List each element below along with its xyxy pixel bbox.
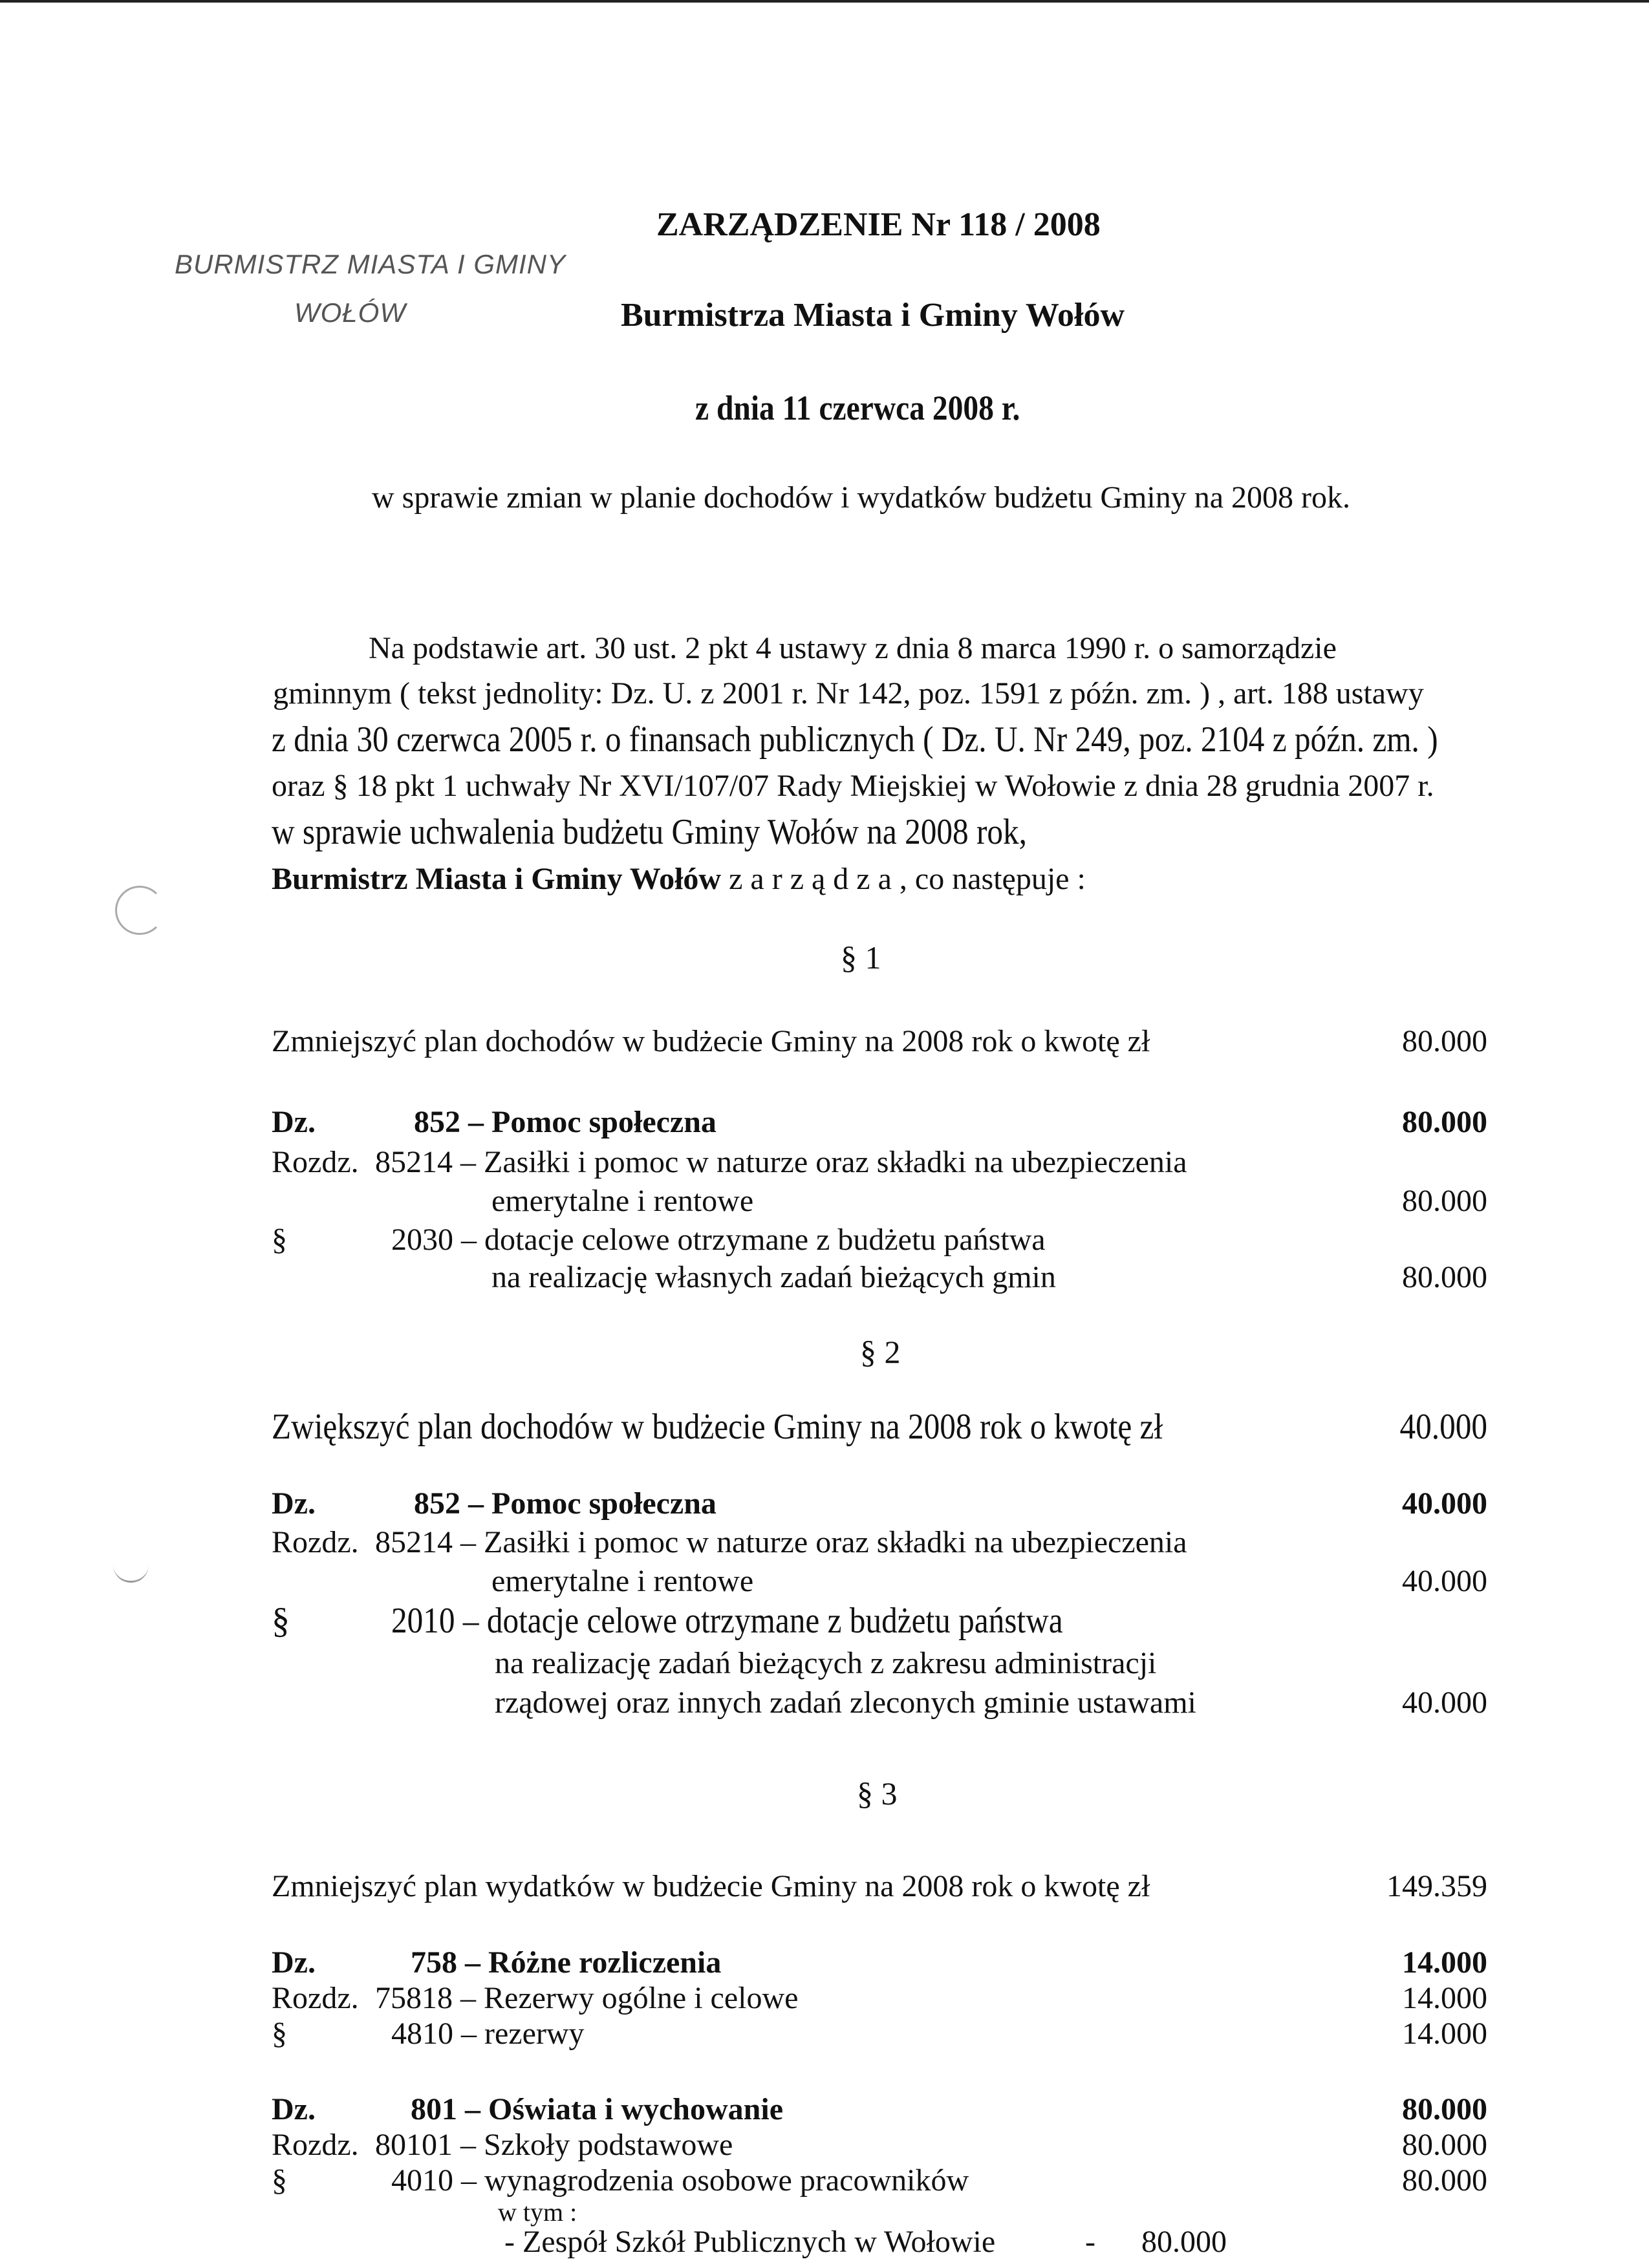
section-2-intro: Zwiększyć plan dochodów w budżecie Gminy na 2008 rok o kwotę zł bbox=[272, 1407, 1163, 1447]
scan-edge bbox=[0, 0, 1649, 3]
section-3-group-1-rozdz-amount: 14.000 bbox=[1402, 1981, 1487, 2015]
section-3-intro: Zmniejszyć plan wydatków w budżecie Gminy na 2008 rok o kwotę zł bbox=[272, 1869, 1150, 1903]
section-3-group-2-par-name: 4010 – wynagrodzenia osobowe pracowników bbox=[391, 2163, 969, 2198]
section-2-par-line-1: 2010 – dotacje celowe otrzymane z budżetu państwa bbox=[391, 1601, 1063, 1641]
section-3-group-2-dz-amount: 80.000 bbox=[1402, 2092, 1487, 2126]
section-3-group-1-rozdz-name: 75818 – Rezerwy ogólne i celowe bbox=[375, 1981, 799, 2015]
section-3-group-1-rozdz-label: Rozdz. bbox=[272, 1981, 359, 2015]
section-2-par-label: § bbox=[272, 1601, 290, 1641]
section-3-group-2-dz-label: Dz. bbox=[272, 2092, 316, 2126]
section-2-par-line-3: rządowej oraz innych zadań zleconych gminie ustawami bbox=[495, 1685, 1196, 1720]
section-2-mark: § 2 bbox=[860, 1334, 901, 1370]
section-3-group-2-rozdz-amount: 80.000 bbox=[1402, 2128, 1487, 2162]
issuer: Burmistrza Miasta i Gminy Wołów bbox=[621, 297, 1125, 334]
section-1-rozdz-label: Rozdz. bbox=[272, 1145, 359, 1179]
section-1-dz-label: Dz. bbox=[272, 1105, 316, 1139]
section-3-group-1-par-name: 4810 – rezerwy bbox=[391, 2017, 585, 2051]
section-1-par-line-1: 2030 – dotacje celowe otrzymane z budżetu państwa bbox=[391, 1223, 1046, 1257]
preamble-line-2: gminnym ( tekst jednolity: Dz. U. z 2001 r. Nr 142, poz. 1591 z późn. zm. ) , art. 188 ustawy bbox=[273, 676, 1424, 711]
section-3-mark: § 3 bbox=[857, 1775, 898, 1812]
section-3-group-1-par-amount: 14.000 bbox=[1402, 2017, 1487, 2051]
section-3-item-amount: 80.000 bbox=[1141, 2225, 1227, 2259]
section-1-dz-name: 852 – Pomoc społeczna bbox=[414, 1105, 717, 1139]
section-1-dz-amount: 80.000 bbox=[1402, 1105, 1487, 1139]
document-subject: w sprawie zmian w planie dochodów i wydatków budżetu Gminy na 2008 rok. bbox=[372, 480, 1351, 515]
section-2-dz-amount: 40.000 bbox=[1402, 1486, 1487, 1521]
section-3-in-which: w tym : bbox=[498, 2198, 577, 2227]
section-1-rozdz-amount: 80.000 bbox=[1402, 1184, 1487, 1218]
section-3-group-1-dz-label: Dz. bbox=[272, 1945, 316, 1980]
decree-subject: Burmistrz Miasta i Gminy Wołów bbox=[272, 862, 722, 896]
hole-punch-mark bbox=[115, 886, 164, 935]
section-3-group-1-par-label: § bbox=[272, 2017, 287, 2051]
preamble-line-5: w sprawie uchwalenia budżetu Gminy Wołów na 2008 rok, bbox=[272, 812, 1027, 852]
section-2-intro-amount: 40.000 bbox=[1399, 1407, 1487, 1447]
stamp-line-1: BURMISTRZ MIASTA I GMINY bbox=[175, 249, 566, 279]
section-3-group-2-rozdz-label: Rozdz. bbox=[272, 2128, 359, 2162]
section-3-intro-amount: 149.359 bbox=[1386, 1869, 1487, 1903]
section-3-group-2-dz-name: 801 – Oświata i wychowanie bbox=[411, 2092, 783, 2126]
section-1-par-line-2: na realizację własnych zadań bieżących gmin bbox=[491, 1260, 1056, 1294]
section-3-group-2-par-label: § bbox=[272, 2163, 287, 2198]
section-3-group-2-par-amount: 80.000 bbox=[1402, 2163, 1487, 2198]
section-1-par-amount: 80.000 bbox=[1402, 1260, 1487, 1294]
section-3-item-dash: - bbox=[1085, 2225, 1095, 2259]
hole-punch-mark-lower bbox=[113, 1555, 149, 1583]
section-2-rozdz-label: Rozdz. bbox=[272, 1525, 359, 1559]
section-2-rozdz-amount: 40.000 bbox=[1402, 1564, 1487, 1598]
section-2-par-line-2: na realizację zadań bieżących z zakresu administracji bbox=[495, 1646, 1157, 1680]
section-1-rozdz-line-1: 85214 – Zasiłki i pomoc w naturze oraz składki na ubezpieczenia bbox=[375, 1145, 1187, 1179]
section-3-group-2-rozdz-name: 80101 – Szkoły podstawowe bbox=[375, 2128, 733, 2162]
preamble-line-3: z dnia 30 czerwca 2005 r. o finansach publicznych ( Dz. U. Nr 249, poz. 2104 z późn. zm. ) bbox=[272, 720, 1438, 760]
section-2-dz-label: Dz. bbox=[272, 1486, 316, 1521]
section-2-dz-name: 852 – Pomoc społeczna bbox=[414, 1486, 717, 1521]
document-date: z dnia 11 czerwca 2008 r. bbox=[695, 389, 1020, 427]
section-1-intro: Zmniejszyć plan dochodów w budżecie Gminy na 2008 rok o kwotę zł bbox=[272, 1024, 1150, 1058]
section-1-intro-amount: 80.000 bbox=[1402, 1024, 1487, 1058]
stamp-line-2: WOŁÓW bbox=[294, 297, 406, 328]
document-title: ZARZĄDZENIE Nr 118 / 2008 bbox=[656, 206, 1101, 243]
section-1-rozdz-line-2: emerytalne i rentowe bbox=[491, 1184, 754, 1218]
section-1-par-label: § bbox=[272, 1223, 287, 1257]
section-1-mark: § 1 bbox=[841, 939, 881, 976]
decree-line bbox=[272, 861, 1086, 897]
section-2-par-amount: 40.000 bbox=[1402, 1685, 1487, 1720]
preamble-line-1: Na podstawie art. 30 ust. 2 pkt 4 ustawy z dnia 8 marca 1990 r. o samorządzie bbox=[369, 631, 1337, 665]
section-3-group-1-dz-amount: 14.000 bbox=[1402, 1945, 1487, 1980]
section-2-rozdz-line-2: emerytalne i rentowe bbox=[491, 1564, 754, 1598]
section-3-item-name: - Zespół Szkół Publicznych w Wołowie bbox=[504, 2225, 996, 2259]
section-3-group-1-dz-name: 758 – Różne rozliczenia bbox=[411, 1945, 722, 1980]
section-2-rozdz-line-1: 85214 – Zasiłki i pomoc w naturze oraz składki na ubezpieczenia bbox=[375, 1525, 1187, 1559]
preamble-line-4: oraz § 18 pkt 1 uchwały Nr XVI/107/07 Rady Miejskiej w Wołowie z dnia 28 grudnia 2007 r. bbox=[272, 769, 1434, 803]
decree-verb: z a r z ą d z a , co następuje : bbox=[721, 862, 1086, 896]
